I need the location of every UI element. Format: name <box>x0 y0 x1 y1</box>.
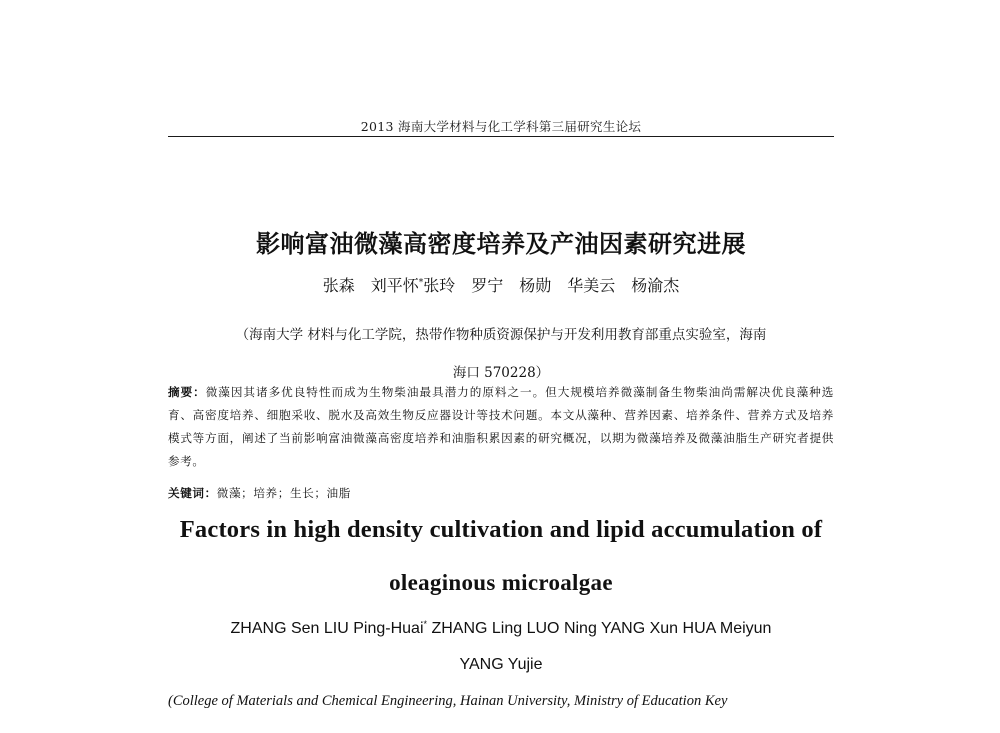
authors-english-part2: ZHANG Ling LUO Ning YANG Xun HUA Meiyun <box>427 620 772 637</box>
authors-english-line1 <box>160 619 842 638</box>
paper-title-english-line2: oleaginous microalgae <box>389 570 613 595</box>
header-rule <box>168 136 834 137</box>
authors-chinese <box>168 273 834 296</box>
affiliation-chinese-line1: （海南大学 材料与化工学院，热带作物种质资源保护与开发利用教育部重点实验室，海南 <box>235 327 767 343</box>
running-header: 2013 海南大学材料与化工学科第三届研究生论坛 <box>360 119 642 134</box>
corresponding-author-marker-en: * <box>423 619 428 629</box>
authors-english-part1: ZHANG Sen LIU Ping-Huai <box>230 620 424 637</box>
authors-chinese-part1: 张森 刘平怀 <box>322 276 419 295</box>
affiliation-chinese-line2: 海口 570228） <box>452 365 550 381</box>
corresponding-author-marker: * <box>418 278 424 288</box>
abstract-text: 微藻因其诸多优良特性而成为生物柴油最具潜力的原料之一。但大规模培养微藻制备生物柴油尚需解决优良藻种选育、高密度培养、细胞采收、脱水及高效生物反应器设计等技术问题。本文从藻种、营养因素、培养条件、营养方式及培养模式等方面，阐述了当前影响富油微藻高密度培养和油脂积累因素的研究概况，以期为微藻培养及微藻油脂生产研究者提供参考。 <box>168 385 834 468</box>
keywords-label: 关键词： <box>168 486 217 500</box>
keywords-text: 微藻；培养；生长；油脂 <box>216 486 351 500</box>
authors-chinese-part2: 张玲 罗宁 杨勋 华美云 杨渝杰 <box>423 276 680 295</box>
abstract-chinese <box>168 381 834 473</box>
keywords-chinese <box>168 485 834 501</box>
paper-title-chinese: 影响富油微藻高密度培养及产油因素研究进展 <box>256 230 746 258</box>
paper-title-english-line1: Factors in high density cultivation and lipid accumulation of <box>179 516 823 543</box>
affiliation-english: (College of Materials and Chemical Engineering, Hainan University, Ministry of Education Key <box>168 693 728 709</box>
abstract-label: 摘要： <box>168 385 206 399</box>
authors-english-line2: YANG Yujie <box>459 656 543 673</box>
